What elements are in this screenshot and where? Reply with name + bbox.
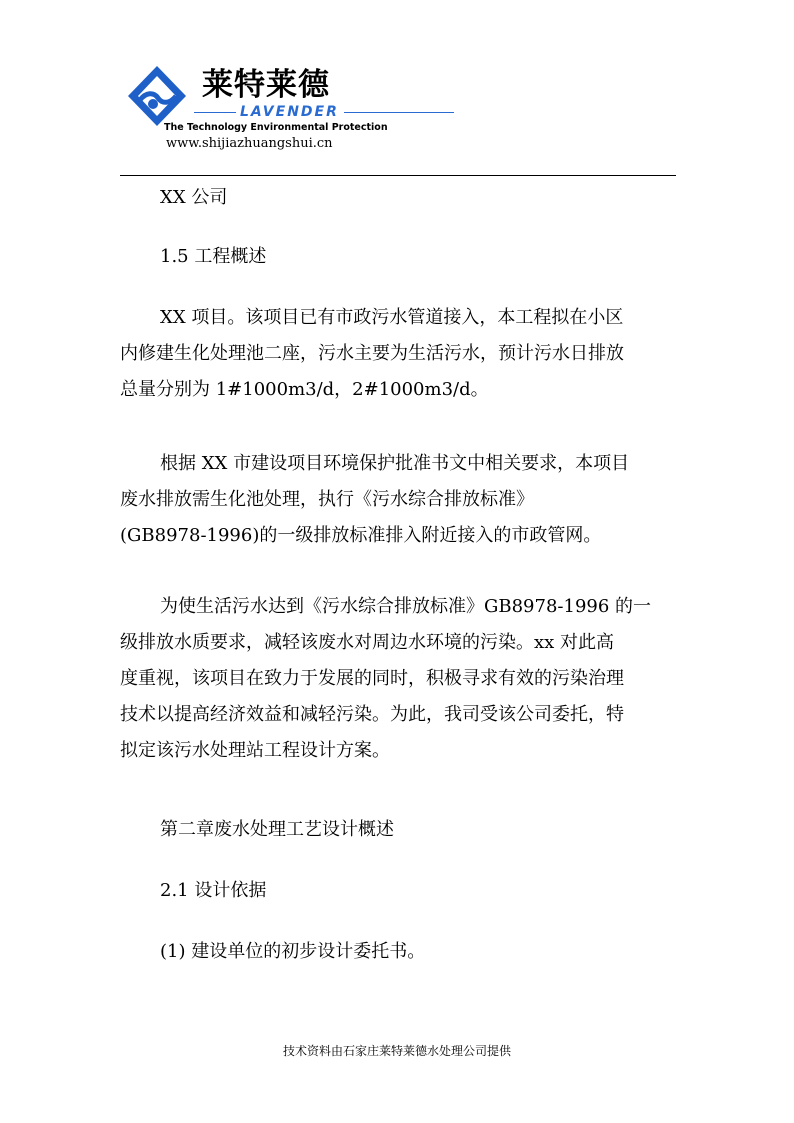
header-divider [120,175,676,176]
brand-line-left [194,112,238,113]
text-line: (GB8978-1996)的一级排放标准排入附近接入的市政管网。 [120,525,602,546]
text-line: 根据 XX 市建设项目环境保护批准书文中相关要求，本项目 [160,453,630,474]
paragraph-project-overview [120,300,680,408]
list-item-1: (1) 建设单位的初步设计委托书。 [160,941,426,962]
company-name: XX 公司 [160,187,228,208]
section-heading-2-1: 2.1 设计依据 [160,880,267,901]
diamond-wave-logo-icon [126,64,188,126]
chapter-2-heading: 第二章废水处理工艺设计概述 [160,819,394,840]
text-line: 为使生活污水达到《污水综合排放标准》GB8978-1996 的一 [160,596,652,617]
brand-line-right [344,112,454,113]
text-line: 内修建生化处理池二座，污水主要为生活污水，预计污水日排放 [120,343,624,364]
text-line: 技术以提高经济效益和减轻污染。为此，我司受该公司委托，特 [120,704,624,725]
text-line: 度重视，该项目在致力于发展的同时，积极寻求有效的污染治理 [120,668,624,689]
text-line: 总量分别为 1#1000m3/d，2#1000m3/d。 [120,379,489,400]
brand-tagline: The Technology Environmental Protection [164,122,388,133]
text-line: 级排放水质要求，减轻该废水对周边水环境的污染。xx 对此高 [120,632,615,653]
brand-name-en: LAVENDER [236,104,343,120]
text-line: XX 项目。该项目已有市政污水管道接入，本工程拟在小区 [160,307,624,328]
page-footer: 技术资料由石家庄莱特莱德水处理公司提供 [282,1044,511,1058]
brand-name-cn: 莱特莱德 [202,67,330,103]
section-heading-1-5: 1.5 工程概述 [160,246,267,267]
text-line: 废水排放需生化池处理，执行《污水综合排放标准》 [120,489,534,510]
paragraph-approval-basis [120,446,680,554]
paragraph-purpose [120,589,680,769]
website-url[interactable]: www.shijiazhuangshui.cn [166,136,333,151]
brand-name-en-band [194,104,454,120]
text-line: 拟定该污水处理站工程设计方案。 [120,740,390,761]
document-header [120,62,680,170]
